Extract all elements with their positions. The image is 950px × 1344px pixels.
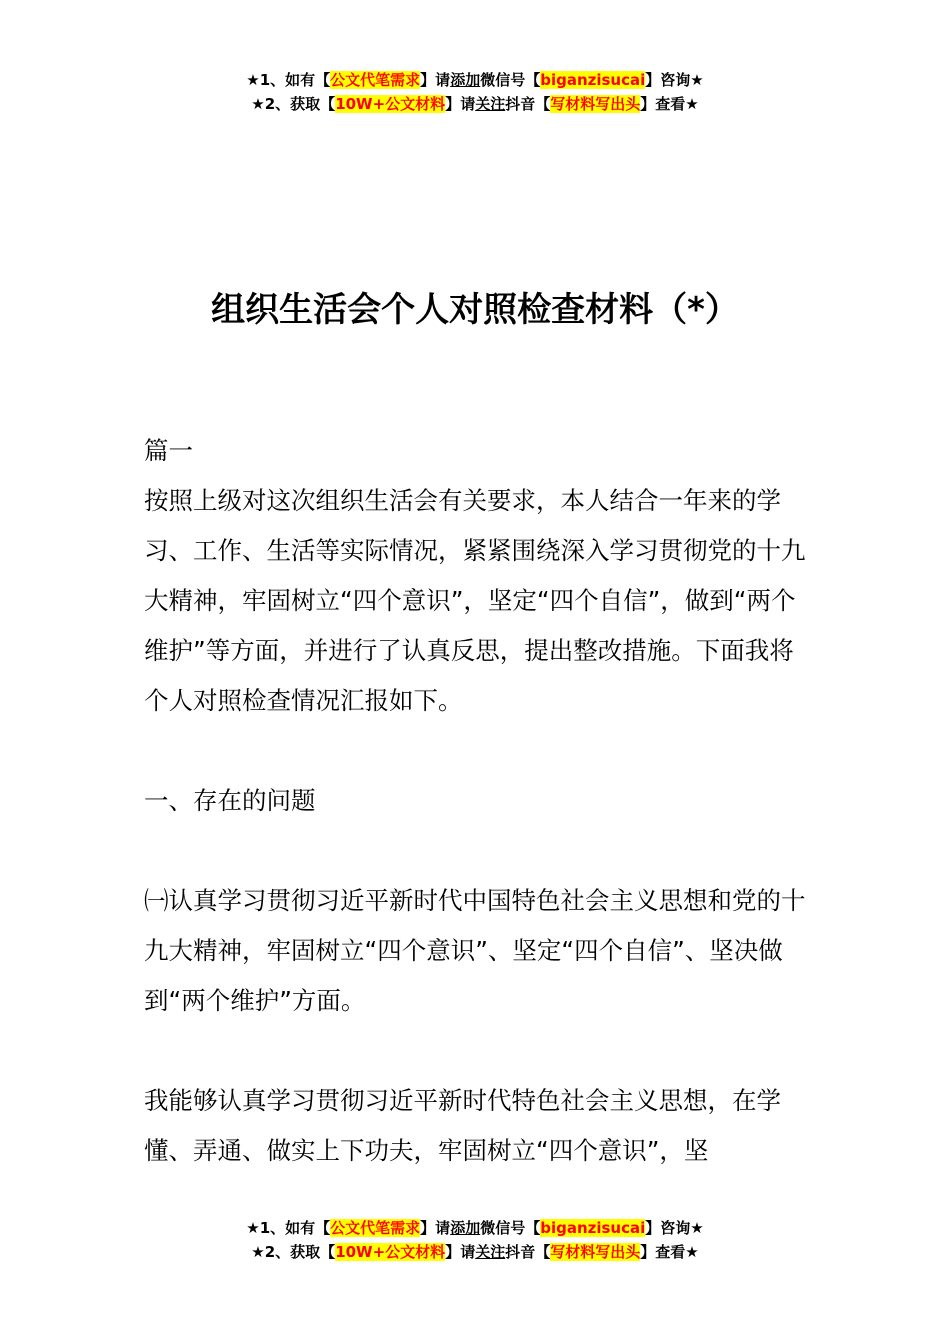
spacer bbox=[144, 726, 810, 776]
banner-line-1: ★1、如有【公文代笔需求】请添加微信号【biganzisucai】咨询★ bbox=[246, 1219, 704, 1237]
spacer bbox=[144, 826, 810, 876]
highlight-service: 公文代笔需求 bbox=[330, 1219, 421, 1237]
section-label: 篇一 bbox=[144, 436, 193, 465]
intro-paragraph: 按照上级对这次组织生活会有关要求，本人结合一年来的学习、工作、生活等实际情况，紧紧围绕深入学习贯彻党的十九大精神，牢固树立“四个意识”，坚定“四个自信”，做到“两个维护”等方面，并进行了认真反思，提出整改措施。下面我将个人对照检查情况汇报如下。 bbox=[144, 486, 806, 715]
document-body bbox=[144, 426, 810, 1176]
spacer bbox=[144, 1026, 810, 1076]
banner-line-2: ★2、获取【10W+公文材料】请关注抖音【写材料写出头】查看★ bbox=[251, 95, 699, 113]
heading-problems: 一、存在的问题 bbox=[144, 786, 316, 815]
footer-banner bbox=[0, 1216, 950, 1264]
body-paragraph: 我能够认真学习贯彻习近平新时代特色社会主义思想，在学懂、弄通、做实上下功夫，牢固树立“四个意识”，坚 bbox=[144, 1086, 781, 1165]
banner-line-2: ★2、获取【10W+公文材料】请关注抖音【写材料写出头】查看★ bbox=[251, 1243, 699, 1261]
subheading-one: ㈠认真学习贯彻习近平新时代中国特色社会主义思想和党的十九大精神，牢固树立“四个意识”、坚定“四个自信”、坚决做到“两个维护”方面。 bbox=[144, 886, 806, 1015]
banner-line-1: ★1、如有【公文代笔需求】请添加微信号【biganzisucai】咨询★ bbox=[246, 71, 704, 89]
header-banner bbox=[0, 68, 950, 116]
highlight-douyin-account: 写材料写出头 bbox=[550, 95, 641, 113]
highlight-materials: 10W+公文材料 bbox=[335, 95, 446, 113]
highlight-wechat-id: biganzisucai bbox=[540, 1219, 646, 1237]
highlight-service: 公文代笔需求 bbox=[330, 71, 421, 89]
highlight-wechat-id: biganzisucai bbox=[540, 71, 646, 89]
document-title: 组织生活会个人对照检查材料（*） bbox=[211, 290, 739, 330]
highlight-materials: 10W+公文材料 bbox=[335, 1243, 446, 1261]
highlight-douyin-account: 写材料写出头 bbox=[550, 1243, 641, 1261]
